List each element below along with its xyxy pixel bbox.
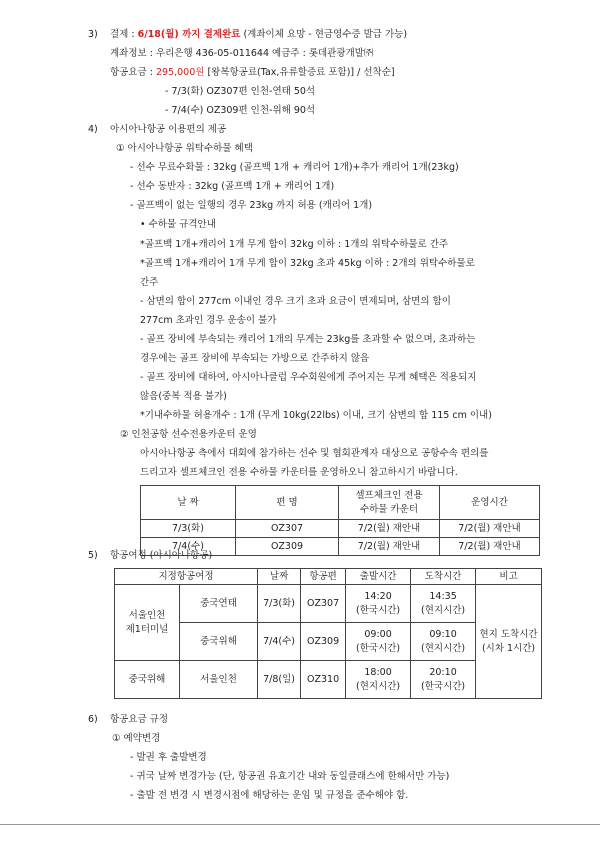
table-header-row: [115, 569, 542, 585]
rule-item: - 귀국 날짜 변경가능 (단, 항공권 유효기간 내와 동일클래스에 한해서만 가능): [130, 771, 450, 782]
reservation-change-heading: ① 예약변경: [112, 733, 161, 744]
carry-on-rule: *기내수하물 허용개수 : 1개 (무게 10kg(22lbs) 이내, 크기 삼변의 합 115 cm 이내): [140, 410, 492, 421]
table-cell: 7/2(월) 재안내: [440, 520, 540, 538]
baggage-spec-line: 간주: [140, 277, 159, 288]
benefit-item: - 골프백이 없는 일행의 경우 23kg 까지 허용 (캐리어 1개): [130, 200, 373, 211]
baggage-spec-heading: • 수하물 규격안내: [140, 219, 216, 230]
benefit-item: - 선수 동반자 : 32kg (골프백 1개 + 캐리어 1개): [130, 181, 335, 192]
departure-cell: 14:20 (한국시간): [346, 585, 411, 623]
arrival-cell: 20:10 (한국시간): [411, 661, 476, 699]
baggage-spec-line: 경우에는 골프 장비에 부속되는 가방으로 간주하지 않음: [140, 353, 370, 364]
payment-note: (계좌이체 요망 - 현금영수증 발급 가능): [240, 29, 408, 40]
fare-note: [왕복항공료(Tax,유류할증료 포함)] / 선착순]: [204, 67, 395, 78]
departure-cell: 18:00 (현지시간): [346, 661, 411, 699]
counter-table: [140, 485, 540, 556]
rule-item: - 출발 전 변경 시 변경시점에 해당하는 운임 및 규정을 준수해야 함.: [130, 790, 409, 801]
payment-label: 결제 :: [110, 29, 138, 40]
origin-cell: 중국위해: [115, 661, 180, 699]
itinerary-table: [114, 568, 542, 699]
fare-amount: 295,000원: [155, 67, 205, 78]
table-header: 항공편: [301, 569, 346, 585]
section-3-number: 3): [88, 29, 98, 40]
section-6-title: 항공요금 규정: [110, 714, 169, 725]
baggage-spec-line: - 삼면의 합이 277cm 이내인 경우 크기 초과 요금이 면제되며, 삼면의 합이: [140, 296, 451, 307]
table-header: 날짜: [258, 569, 301, 585]
flight-cell: OZ307: [301, 585, 346, 623]
table-cell: 7/3(화): [141, 520, 236, 538]
table-header: 출발시간: [346, 569, 411, 585]
table-header: 지정항공여정: [115, 569, 258, 585]
account-info: 계좌정보 : 우리은행 436-05-011644 예금주 : 롯데관광개발㈜: [110, 48, 374, 59]
origin-cell: 서울인천 제1터미널: [115, 585, 180, 661]
section-5-number: 5): [88, 550, 98, 561]
baggage-spec-line: - 골프 장비에 대하여, 아시아나클럽 우수회원에게 주어지는 무게 혜택은 적용되지: [140, 372, 477, 383]
destination-cell: 중국연태: [180, 585, 258, 623]
baggage-spec-line: - 골프 장비에 부속되는 캐리어 1개의 무게는 23kg를 초과할 수 없으며, 초과하는: [140, 334, 476, 345]
fare-label: 항공요금 :: [110, 67, 156, 78]
table-cell: OZ309: [236, 538, 339, 556]
baggage-spec-line: 277cm 초과인 경우 운송이 불가: [140, 315, 277, 326]
payment-line: [110, 28, 407, 41]
table-header-row: [141, 486, 540, 520]
table-header: 운영시간: [440, 486, 540, 520]
date-cell: 7/4(수): [258, 623, 301, 661]
departure-cell: 09:00 (한국시간): [346, 623, 411, 661]
table-row: [141, 520, 540, 538]
table-header: 날 짜: [141, 486, 236, 520]
baggage-spec-line: 않음(중복 적용 불가): [140, 391, 227, 402]
benefit-item: - 선수 무료수화물 : 32kg (골프백 1개 + 캐리어 1개)+추가 캐리어 1개(23kg): [130, 162, 459, 173]
date-cell: 7/8(일): [258, 661, 301, 699]
table-header: 도착시간: [411, 569, 476, 585]
table-cell: 7/2(월) 재안내: [339, 520, 440, 538]
page-divider: [0, 824, 600, 825]
table-cell: 7/4(수): [141, 538, 236, 556]
arrival-cell: 09:10 (현지시간): [411, 623, 476, 661]
counter-description: 드리고자 셀프체크인 전용 수하물 카운터를 운영하오니 참고하시기 바랍니다.: [140, 467, 458, 478]
flight-cell: OZ310: [301, 661, 346, 699]
baggage-benefit-heading: ① 아시아나항공 위탁수하물 혜택: [116, 143, 253, 154]
date-cell: 7/3(화): [258, 585, 301, 623]
flight-seat-item: - 7/4(수) OZ309편 인천-위해 90석: [165, 105, 316, 116]
table-row: [115, 585, 542, 623]
remark-cell: 현지 도착시간 (시차 1시간): [476, 585, 542, 699]
section-4-title: 아시아나항공 이용편의 제공: [110, 124, 227, 135]
section-5-title: 항공여정 (아시아나항공): [110, 550, 213, 561]
destination-cell: 서울인천: [180, 661, 258, 699]
table-header: 셀프체크인 전용 수하물 카운터: [339, 486, 440, 520]
counter-heading: ② 인천공항 선수전용카운터 운영: [120, 429, 257, 440]
rule-item: - 발권 후 출발변경: [130, 752, 207, 763]
table-cell: 7/2(월) 재안내: [440, 538, 540, 556]
flight-seat-item: - 7/3(화) OZ307편 인천-연태 50석: [165, 86, 316, 97]
table-header: 편 명: [236, 486, 339, 520]
section-4-number: 4): [88, 124, 98, 135]
table-cell: 7/2(월) 재안내: [339, 538, 440, 556]
payment-deadline: 6/18(월) 까지 결제완료: [137, 29, 241, 40]
table-header: 비고: [476, 569, 542, 585]
flight-cell: OZ309: [301, 623, 346, 661]
destination-cell: 중국위해: [180, 623, 258, 661]
table-cell: OZ307: [236, 520, 339, 538]
arrival-cell: 14:35 (현지시간): [411, 585, 476, 623]
section-6-number: 6): [88, 714, 98, 725]
baggage-spec-line: *골프백 1개+캐리어 1개 무게 합이 32kg 이하 : 1개의 위탁수하물로 간주: [140, 239, 449, 250]
fare-line: [110, 66, 395, 79]
counter-description: 아시아나항공 측에서 대회에 참가하는 선수 및 협회관계자 대상으로 공항수속 편의를: [140, 448, 489, 459]
baggage-spec-line: *골프백 1개+캐리어 1개 무게 합이 32kg 초과 45kg 이하 : 2개의 위탁수하물로: [140, 258, 475, 269]
